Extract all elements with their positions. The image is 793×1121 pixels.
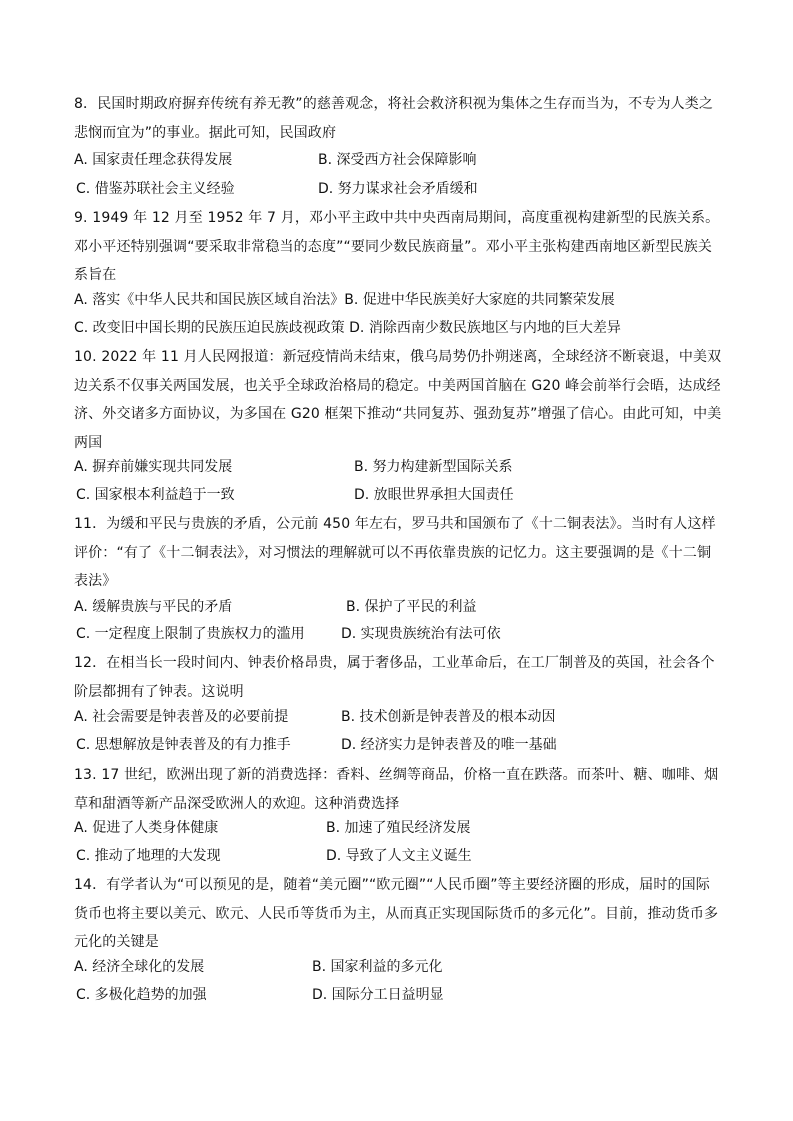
question-13-option-b[interactable]: B. 加速了殖民经济发展 [326,820,471,836]
question-14-option-d[interactable]: D. 国际分工日益明显 [312,987,444,1003]
question-8-option-c[interactable]: C. 借鉴苏联社会主义经验 [76,181,235,197]
question-14-option-c[interactable]: C. 多极化趋势的加强 [76,987,207,1003]
question-11-option-a[interactable]: A. 缓解贵族与平民的矛盾 [74,599,233,615]
question-14-stem: 14．有学者认为“可以预见的是，随着“美元圈”“欧元圈”“人民币圈”等主要经济圈的形成，届时的国际货币也将主要以美元、欧元、人民币等货币为主，从而真正实现国际货币的多元化”。目前，推动货币多元化的关键是 [74,877,719,950]
question-12-options-row-1 [74,706,722,728]
question-8-option-d[interactable]: D. 努力谋求社会矛盾缓和 [318,181,478,197]
question-11-option-b[interactable]: B. 保护了平民的利益 [346,599,477,615]
question-14-options-row-1 [74,956,722,978]
question-8-options-row-1 [74,149,722,171]
question-11-stem: 11．为缓和平民与贵族的矛盾，公元前 450 年左右，罗马共和国颁布了《十二铜表法》。当时有人这样评价：“有了《十二铜表法》，对习惯法的理解就可以不再依靠贵族的记忆力。这主要强调的是《十二铜表法》 [74,516,716,589]
question-13-option-d[interactable]: D. 导致了人文主义诞生 [326,848,472,864]
question-10-stem: 10. 2022 年 11 月人民网报道：新冠疫情尚未结束，俄乌局势仍扑朔迷离，全球经济不断衰退，中美双边关系不仅事关两国发展，也关乎全球政治格局的稳定。中美两国首脑在 G20 峰会前举行会晤，达成经济、外交诸多方面协议，为多国在 G20 框架下推动“共同复苏、强劲复苏”增强了信心。由此可知，中美两国 [74,349,722,451]
question-10-option-b[interactable]: B. 努力构建新型国际关系 [354,459,513,475]
question-10-option-c[interactable]: C. 国家根本利益趋于一致 [76,487,235,503]
question-13-option-a[interactable]: A. 促进了人类身体健康 [74,820,219,836]
question-12-option-a[interactable]: A. 社会需要是钟表普及的必要前提 [74,709,289,725]
question-14-option-a[interactable]: A. 经济全球化的发展 [74,959,205,975]
question-10-option-a[interactable]: A. 摒弃前嫌实现共同发展 [74,459,233,475]
question-12-option-b[interactable]: B. 技术创新是钟表普及的根本动因 [341,709,556,725]
question-10-option-d[interactable]: D. 放眼世界承担大国责任 [354,487,514,503]
question-13-options-row-1 [74,817,722,839]
question-8-option-b[interactable]: B. 深受西方社会保障影响 [318,152,477,168]
question-9-options-row-2 [74,317,621,339]
question-9-stem: 9. 1949 年 12 月至 1952 年 7 月，邓小平主政中共中央西南局期间，高度重视构建新型的民族关系。邓小平还特别强调“要采取非常稳当的态度”“要同少数民族商量”。邓小平主张构建西南地区新型民族关系旨在 [74,210,720,283]
question-9-option-b[interactable]: B. 促进中华民族美好大家庭的共同繁荣发展 [344,292,615,308]
question-10-options-row-1 [74,456,722,478]
question-14-options-row-2 [74,984,722,1006]
question-12-option-d[interactable]: D. 经济实力是钟表普及的唯一基础 [341,737,557,753]
question-10-options-row-2 [74,484,722,506]
question-8-stem: 8．民国时期政府摒弃传统有养无教”的慈善观念，将社会救济积视为集体之生存而当为，不专为人类之悲悯而宜为”的事业。据此可知，民国政府 [74,96,714,141]
question-11-option-c[interactable]: C. 一定程度上限制了贵族权力的滥用 [76,626,305,642]
question-13-options-row-2 [74,845,722,867]
question-12-option-c[interactable]: C. 思想解放是钟表普及的有力推手 [76,737,291,753]
question-9-option-a[interactable]: A. 落实《中华人民共和国民族区域自治法》 [74,292,345,308]
question-12-options-row-2 [74,734,722,756]
question-8-options-row-2 [74,178,722,200]
question-14-option-b[interactable]: B. 国家利益的多元化 [312,959,443,975]
question-11-option-d[interactable]: D. 实现贵族统治有法可依 [341,626,501,642]
question-13-stem: 13. 17 世纪，欧洲出现了新的消费选择：香料、丝绸等商品，价格一直在跌落。而茶叶、糖、咖啡、烟草和甜酒等新产品深受欧洲人的欢迎。这种消费选择 [74,767,719,812]
question-11-options-row-1 [74,596,722,618]
question-13-option-c[interactable]: C. 推动了地理的大发现 [76,848,221,864]
question-11-options-row-2 [74,623,722,645]
question-12-stem: 12．在相当长一段时间内、钟表价格昂贵，属于奢侈品，工业革命后，在工厂制普及的英国，社会各个阶层都拥有了钟表。这说明 [74,655,715,700]
question-8-option-a[interactable]: A. 国家责任理念获得发展 [74,152,233,168]
question-9-options-row-1 [74,289,615,311]
question-9-option-c[interactable]: C. 改变旧中国长期的民族压迫民族歧视政策 [74,320,345,336]
question-9-option-d[interactable]: D. 消除西南少数民族地区与内地的巨大差异 [349,320,621,336]
